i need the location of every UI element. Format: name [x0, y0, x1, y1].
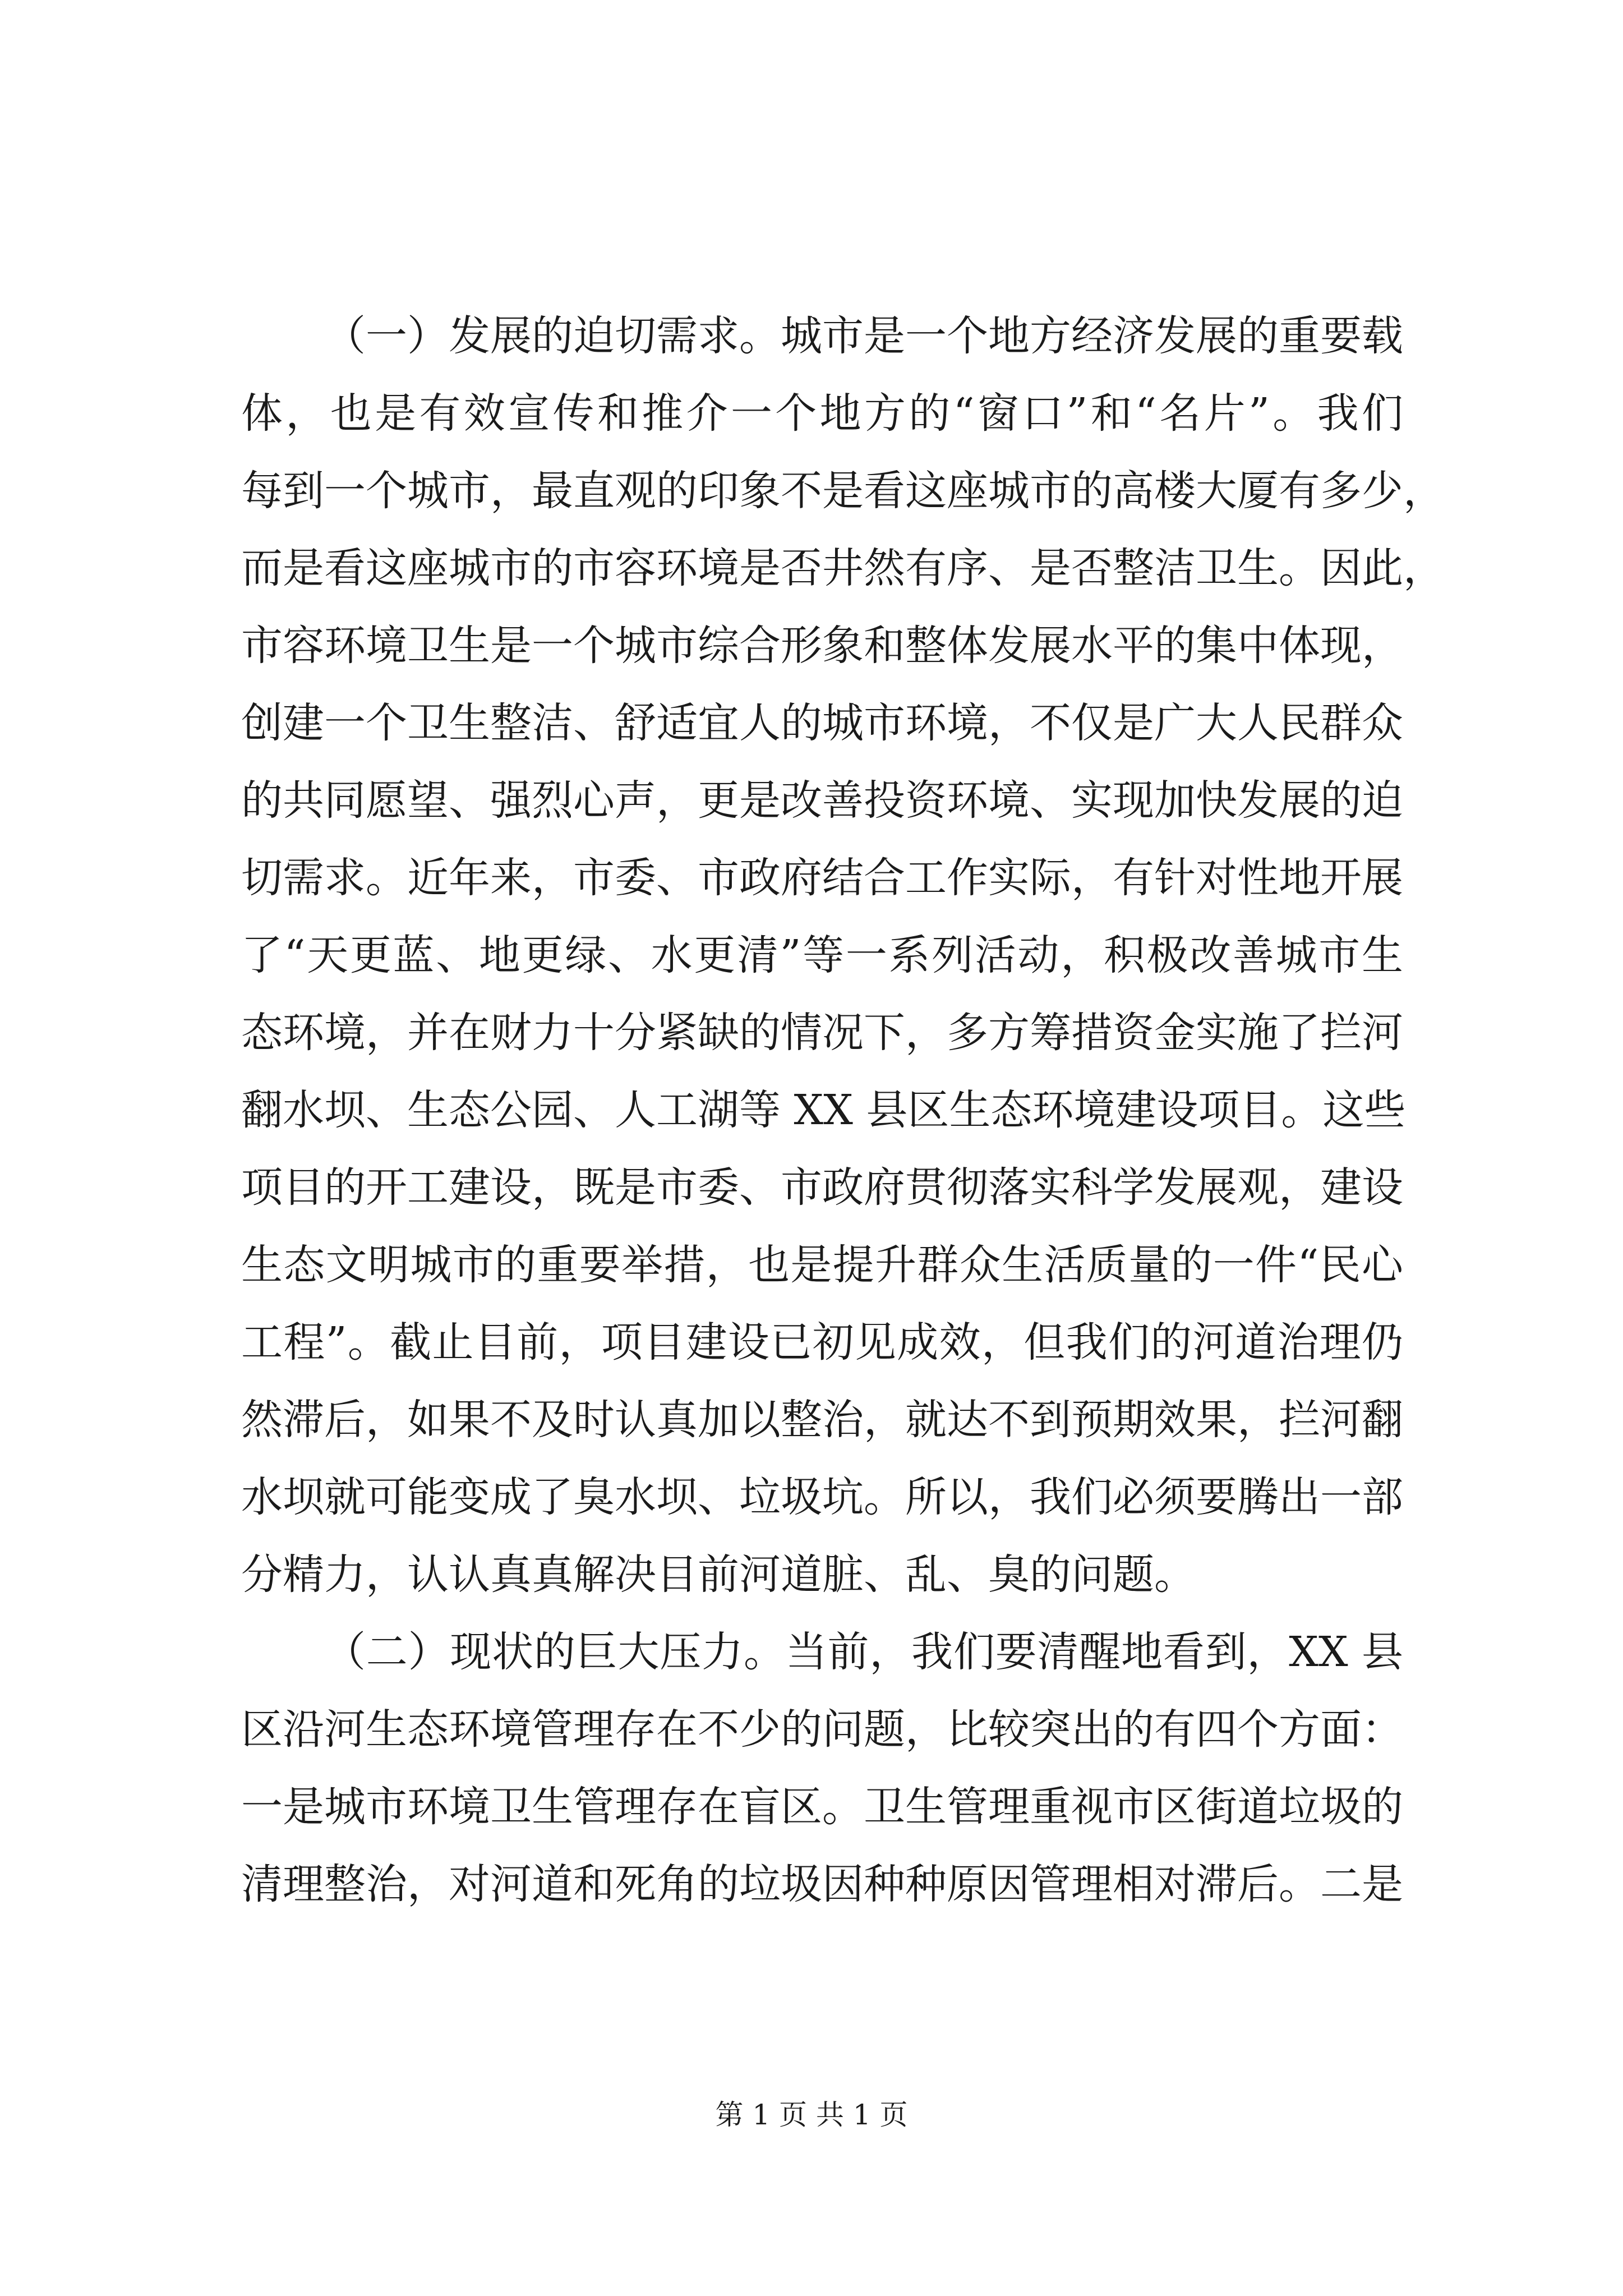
text-line: 态环境，并在财力十分紧缺的情况下，多方筹措资金实施了拦河	[241, 1009, 1403, 1057]
text-line: 项目的开工建设，既是市委、市政府贯彻落实科学发展观，建设	[241, 1163, 1403, 1212]
text-line: 清理整治，对河道和死角的垃圾因种种原因管理相对滞后。二是	[241, 1860, 1403, 1908]
text-line: 而是看这座城市的市容环境是否井然有序、是否整洁卫生。因此，	[241, 544, 1445, 592]
text-line: 水坝就可能变成了臭水坝、垃圾坑。所以，我们必须要腾出一部	[241, 1473, 1403, 1521]
text-line: 市容环境卫生是一个城市综合形象和整体发展水平的集中体现，	[241, 622, 1403, 670]
text-line: 一是城市环境卫生管理存在盲区。卫生管理重视市区街道垃圾的	[241, 1783, 1403, 1831]
text-line: 切需求。近年来，市委、市政府结合工作实际，有针对性地开展	[241, 854, 1403, 902]
text-line: 了“天更蓝、地更绿、水更清”等一系列活动，积极改善城市生	[241, 931, 1403, 979]
text-line: 每到一个城市，最直观的印象不是看这座城市的高楼大厦有多少，	[241, 467, 1445, 515]
text-line: 生态文明城市的重要举措，也是提升群众生活质量的一件“民心	[241, 1241, 1403, 1289]
text-line: 体，也是有效宣传和推介一个地方的“窗口”和“名片”。我们	[241, 389, 1403, 438]
text-line: 然滞后，如果不及时认真加以整治，就达不到预期效果，拦河翻	[241, 1396, 1403, 1444]
text-line: 创建一个卫生整洁、舒适宜人的城市环境，不仅是广大人民群众	[241, 699, 1403, 747]
text-line: 翻水坝、生态公园、人工湖等 XX 县区生态环境建设项目。这些	[241, 1086, 1406, 1134]
body-text	[241, 297, 1445, 1923]
text-line: 区沿河生态环境管理存在不少的问题，比较突出的有四个方面：	[241, 1705, 1403, 1754]
page-footer: 第 1 页 共 1 页	[715, 2099, 908, 2131]
text-line: （一）发展的迫切需求。城市是一个地方经济发展的重要载	[324, 312, 1403, 360]
text-line: 分精力，认认真真解决目前河道脏、乱、臭的问题。	[241, 1550, 1196, 1599]
text-line: （二）现状的巨大压力。当前，我们要清醒地看到，XX 县	[324, 1628, 1403, 1676]
text-line: 工程”。截止目前，项目建设已初见成效，但我们的河道治理仍	[241, 1318, 1403, 1366]
text-line: 的共同愿望、强烈心声，更是改善投资环境、实现加快发展的迫	[241, 776, 1403, 825]
